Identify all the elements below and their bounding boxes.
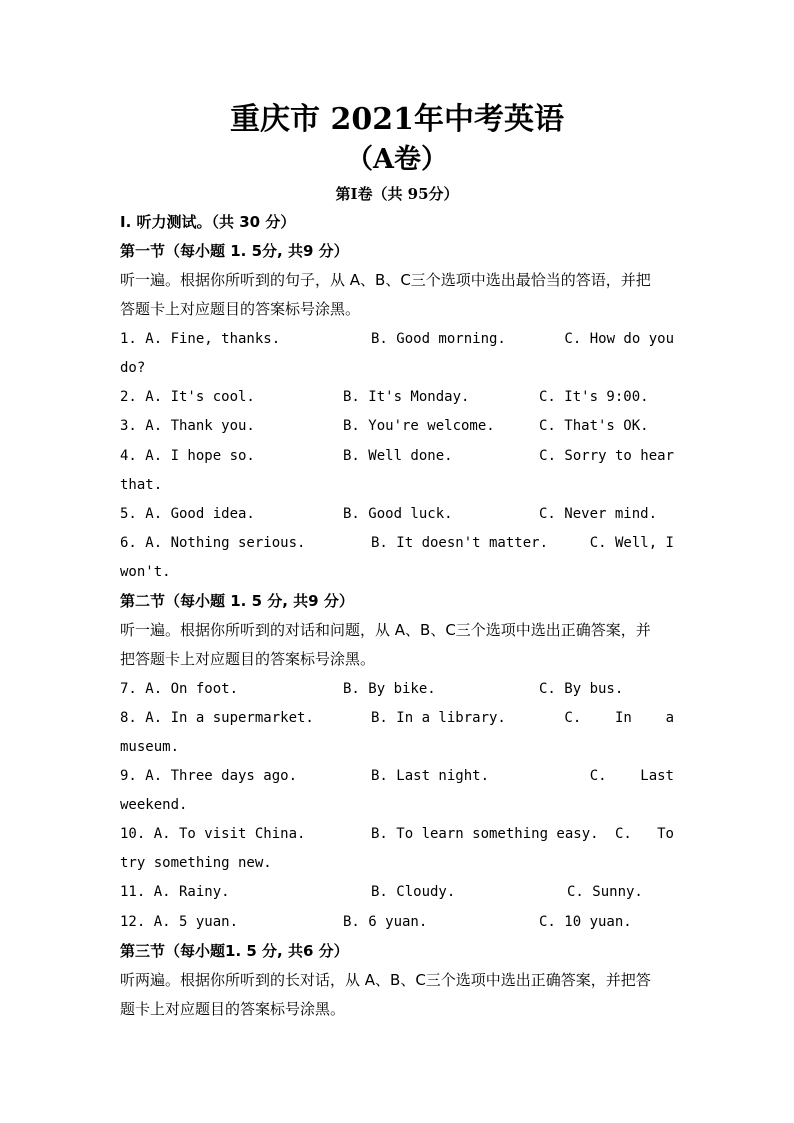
- question-8-cont: [120, 736, 674, 758]
- option-a: 9. A. Three days ago.: [120, 768, 298, 784]
- option-b: B. In a library.: [371, 710, 506, 726]
- option-c-cont: do?: [120, 360, 146, 376]
- question-3: [120, 415, 674, 437]
- option-c-cont: museum.: [120, 739, 180, 755]
- question-4-cont: [120, 474, 674, 496]
- option-c: C. Sunny.: [567, 884, 643, 900]
- part-2-heading: 第二节（每小题 1. 5 分, 共9 分）: [120, 592, 354, 610]
- question-4: [120, 445, 674, 467]
- question-1: [120, 328, 674, 350]
- part-3-instruction-cont: 题卡上对应题目的答案标号涂黑。: [120, 1000, 346, 1018]
- option-b: B. Well done.: [343, 448, 453, 464]
- question-5: [120, 503, 674, 525]
- option-b: B. By bike.: [343, 681, 436, 697]
- option-c: C. To: [614, 826, 674, 842]
- question-11: [120, 881, 674, 903]
- option-a: 10. A. To visit China.: [120, 826, 306, 842]
- exam-title: 重庆市 2021年中考英语: [230, 102, 564, 137]
- option-c-cont: try something new.: [120, 855, 272, 871]
- option-b: B. You're welcome.: [343, 418, 495, 434]
- option-b: B. To learn something easy.: [371, 826, 599, 842]
- part-1-instruction-cont: 答题卡上对应题目的答案标号涂黑。: [120, 300, 361, 318]
- option-a: 7. A. On foot.: [120, 681, 239, 697]
- question-10: [120, 823, 674, 845]
- section-heading-listening: I. 听力测试。（共 30 分）: [120, 213, 296, 231]
- question-1-cont: [120, 357, 674, 379]
- part-1-instruction: 听一遍。根据你所听到的句子，从 A、B、C三个选项中选出最恰当的答语，并把: [120, 271, 651, 289]
- option-c: C. That's OK.: [539, 418, 649, 434]
- option-c: C. How do you: [564, 331, 674, 347]
- option-a: 12. A. 5 yuan.: [120, 914, 239, 930]
- option-a: 1. A. Fine, thanks.: [120, 331, 281, 347]
- option-c-cont: weekend.: [120, 797, 188, 813]
- option-c: C. 10 yuan.: [539, 914, 632, 930]
- exam-subtitle: （A卷）: [346, 144, 448, 175]
- question-9: [120, 765, 674, 787]
- option-b: B. Cloudy.: [371, 884, 456, 900]
- option-a: 4. A. I hope so.: [120, 448, 255, 464]
- question-2: [120, 386, 674, 408]
- question-6-cont: [120, 561, 674, 583]
- question-12: [120, 911, 674, 933]
- option-a: 11. A. Rainy.: [120, 884, 230, 900]
- option-c: C. Well, I: [589, 535, 674, 551]
- option-c: C. Sorry to hear: [539, 448, 674, 464]
- option-b: B. Last night.: [371, 768, 490, 784]
- part-2-instruction-cont: 把答题卡上对应题目的答案标号涂黑。: [120, 650, 376, 668]
- option-c: C. By bus.: [539, 681, 624, 697]
- option-a: 5. A. Good idea.: [120, 506, 255, 522]
- option-a: 2. A. It's cool.: [120, 389, 255, 405]
- question-7: [120, 678, 674, 700]
- part-3-instruction: 听两遍。根据你所听到的长对话，从 A、B、C三个选项中选出正确答案，并把答: [120, 971, 651, 989]
- part-3-heading: 第三节（每小题1. 5 分, 共6 分）: [120, 942, 349, 960]
- option-b: B. Good morning.: [371, 331, 506, 347]
- question-10-cont: [120, 852, 674, 874]
- option-a: 8. A. In a supermarket.: [120, 710, 314, 726]
- option-c-cont: won't.: [120, 564, 171, 580]
- option-c: C. In a: [564, 710, 674, 726]
- option-c: C. It's 9:00.: [539, 389, 649, 405]
- option-c: C. Last: [589, 768, 674, 784]
- question-6: [120, 532, 674, 554]
- option-a: 6. A. Nothing serious.: [120, 535, 306, 551]
- question-9-cont: [120, 794, 674, 816]
- option-b: B. It doesn't matter.: [371, 535, 549, 551]
- option-c: C. Never mind.: [539, 506, 658, 522]
- option-b: B. Good luck.: [343, 506, 453, 522]
- option-c-cont: that.: [120, 477, 163, 493]
- part-1-heading: 第一节（每小题 1. 5分, 共9 分）: [120, 242, 349, 260]
- question-8: [120, 707, 674, 729]
- option-b: B. 6 yuan.: [343, 914, 428, 930]
- option-b: B. It's Monday.: [343, 389, 470, 405]
- option-a: 3. A. Thank you.: [120, 418, 255, 434]
- volume-label: 第Ⅰ卷（共 95分）: [335, 185, 459, 203]
- part-2-instruction: 听一遍。根据你所听到的对话和问题，从 A、B、C三个选项中选出正确答案，并: [120, 621, 651, 639]
